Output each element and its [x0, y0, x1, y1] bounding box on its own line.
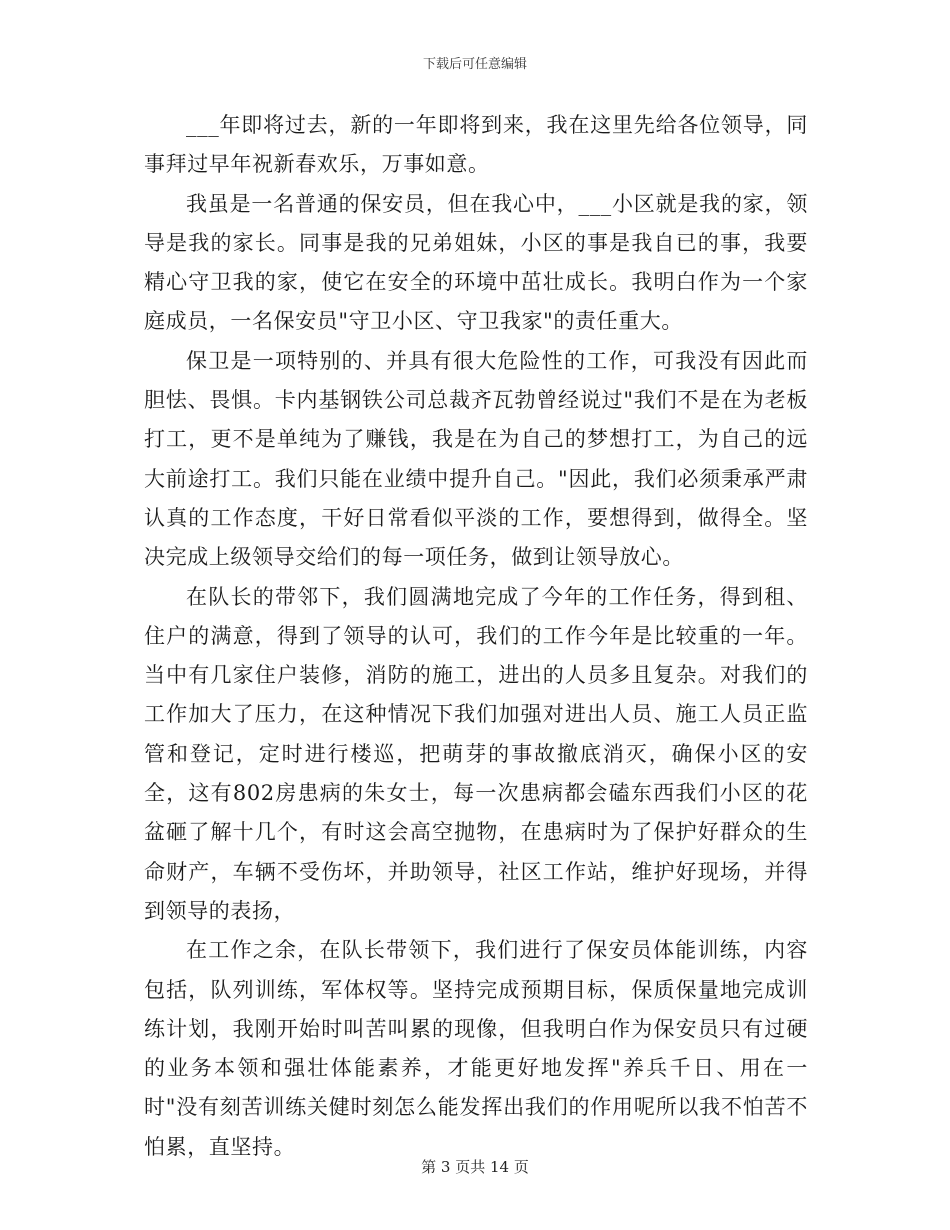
- paragraph-2: 我虽是一名普通的保安员，但在我心中，___小区就是我的家，领导是我的家长。同事是我的兄弟姐妹，小区的事是我自已的事，我要精心守卫我的家，使它在安全的环境中茁壮成长。我明白作为一个家庭成员，一名保安员"守卫小区、守卫我家"的责任重大。: [144, 191, 808, 334]
- paragraph-5: 在工作之余，在队长带领下，我们进行了保安员体能训练，内容包括，队列训练，军体权等。坚持完成预期目标，保质保量地完成训练计划，我刚开始时叫苦叫累的现像，但我明白作为保安员只有过硬的业务本领和强壮体能素养，才能更好地发挥"养兵千日、用在一时"没有刻苦训练关健时刻怎么能发挥出我们的作用呢所以我不怕苦不怕累，直坚持。: [144, 938, 808, 1159]
- paragraph-4: 在队长的带邻下，我们圆满地完成了今年的工作任务，得到租、住户的满意，得到了领导的认可，我们的工作今年是比较重的一年。当中有几家住户装修，消防的施工，进出的人员多且复杂。对我们的工作加大了压力，在这种情况下我们加强对进出人员、施工人员正监管和登记，定时进行楼巡，把萌芽的事故撤底消灭，确保小区的安全，这有802房患病的朱女士，每一次患病都会磕东西我们小区的花盆砸了解十几个，有时这会高空抛物，在患病时为了保护好群众的生命财产，车辆不受伤坏，并助领导，社区工作站，维护好现场，并得到领导的表扬，: [144, 584, 808, 923]
- paragraph-3: 保卫是一项特别的、并具有很大危险性的工作，可我没有因此而胆怯、畏惧。卡内基钢铁公司总裁齐瓦勃曾经说过"我们不是在为老板打工，更不是单纯为了赚钱，我是在为自己的梦想打工，为自己的远大前途打工。我们只能在业绩中提升自己。"因此，我们必须秉承严肃认真的工作态度，干好日常看似平淡的工作，要想得到，做得全。坚决完成上级领导交给们的每一项任务，做到让领导放心。: [144, 348, 808, 570]
- document-body: [144, 106, 808, 1167]
- page-number-footer: 第 3 页共 14 页: [421, 1158, 529, 1176]
- paragraph-1: ___年即将过去，新的一年即将到来，我在这里先给各位领导，同事拜过早年祝新春欢乐，万事如意。: [144, 113, 808, 177]
- page-header: 下载后可任意编辑: [422, 57, 527, 72]
